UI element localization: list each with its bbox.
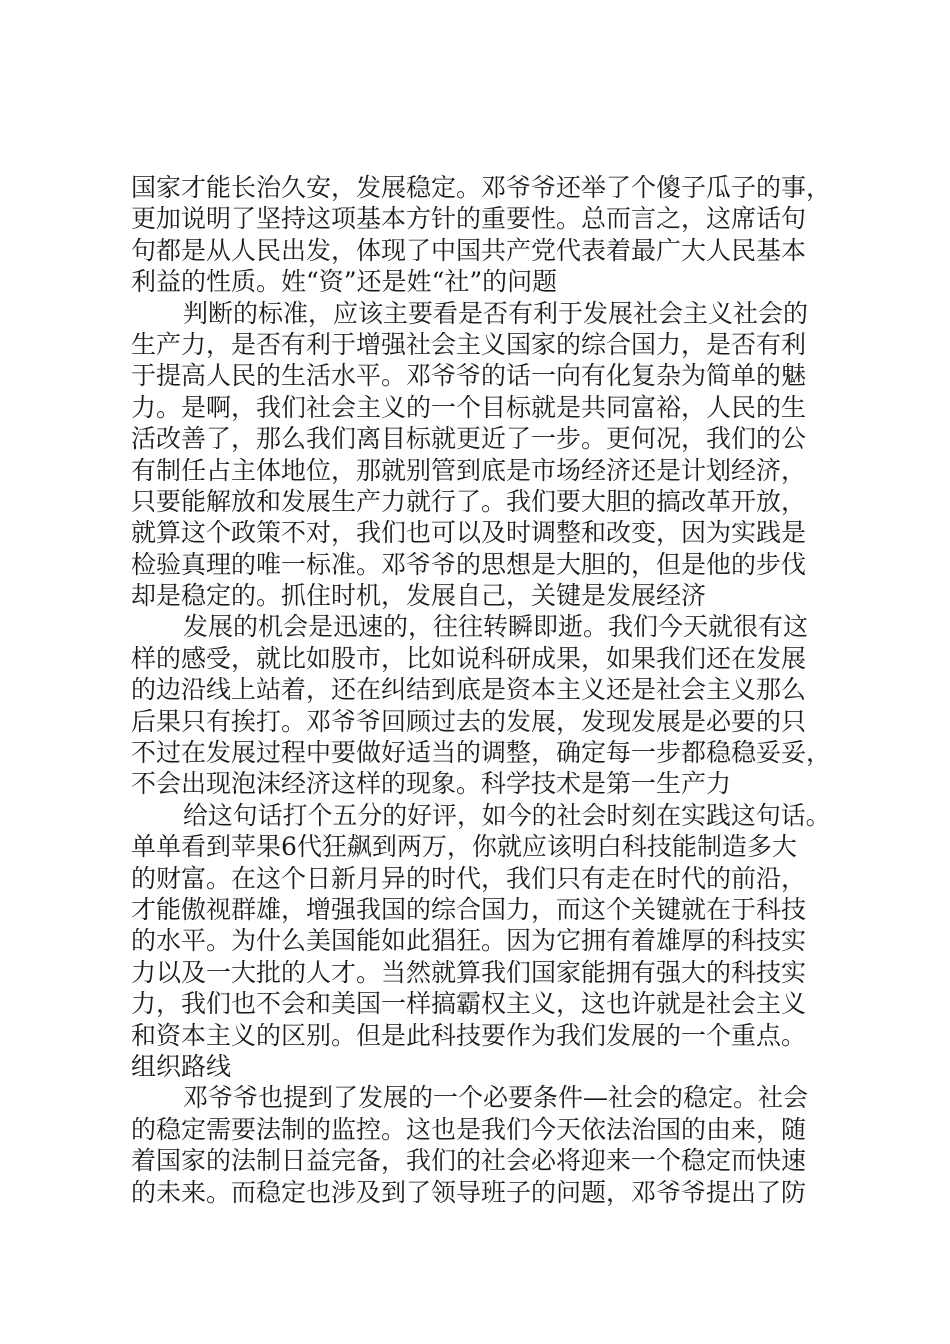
text-line: 的边沿线上站着，还在纠结到底是资本主义还是社会主义那么 xyxy=(131,675,807,705)
text-line: 于提高人民的生活水平。邓爷爷的话一向有化复杂为简单的魅 xyxy=(131,361,807,391)
text-line: 就算这个政策不对，我们也可以及时调整和改变，因为实践是 xyxy=(131,518,807,548)
text-line: 不会出现泡沫经济这样的现象。科学技术是第一生产力 xyxy=(131,769,732,799)
paragraph-first-line: 邓爷爷也提到了发展的一个必要条件—社会的稳定。社会 xyxy=(183,1083,809,1113)
text-line: 的水平。为什么美国能如此猖狂。因为它拥有着雄厚的科技实 xyxy=(131,926,807,956)
text-line: 才能傲视群雄，增强我国的综合国力，而这个关键就在于科技 xyxy=(131,894,807,924)
text-line: 生产力，是否有利于增强社会主义国家的综合国力，是否有利 xyxy=(131,329,807,359)
text-line: 后果只有挨打。邓爷爷回顾过去的发展，发现发展是必要的只 xyxy=(131,706,807,736)
paragraph-first-line: 给这句话打个五分的好评，如今的社会时刻在实践这句话。 xyxy=(183,800,831,830)
paragraph-first-line: 判断的标准，应该主要看是否有利于发展社会主义社会的 xyxy=(183,298,809,328)
text-line: 力。是啊，我们社会主义的一个目标就是共同富裕，人民的生 xyxy=(131,392,807,422)
text-line: 更加说明了坚持这项基本方针的重要性。总而言之，这席话句 xyxy=(131,204,807,234)
text-line: 的未来。而稳定也涉及到了领导班子的问题，邓爷爷提出了防 xyxy=(131,1177,807,1207)
text-line: 不过在发展过程中要做好适当的调整，确定每一步都稳稳妥妥， xyxy=(131,738,832,768)
text-line: 力，我们也不会和美国一样搞霸权主义，这也许就是社会主义 xyxy=(131,989,807,1019)
text-line: 检验真理的唯一标准。邓爷爷的思想是大胆的，但是他的步伐 xyxy=(131,549,807,579)
text-line: 的稳定需要法制的监控。这也是我们今天依法治国的由来，随 xyxy=(131,1114,807,1144)
text-line: 有制任占主体地位，那就别管到底是市场经济还是计划经济， xyxy=(131,455,807,485)
text-line: 句都是从人民出发，体现了中国共产党代表着最广大人民基本 xyxy=(131,235,807,265)
text-line: 国家才能长治久安，发展稳定。邓爷爷还举了个傻子瓜子的事， xyxy=(131,173,832,202)
text-line: 着国家的法制日益完备，我们的社会必将迎来一个稳定而快速 xyxy=(131,1146,807,1176)
text-line: 和资本主义的区别。但是此科技要作为我们发展的一个重点。 xyxy=(131,1020,807,1050)
paragraph-first-line: 发展的机会是迅速的，往往转瞬即逝。我们今天就很有这 xyxy=(183,612,809,642)
text-line: 力以及一大批的人才。当然就算我们国家能拥有强大的科技实 xyxy=(131,957,807,987)
text-line: 单单看到苹果6代狂飙到两万，你就应该明白科技能制造多大 xyxy=(131,832,797,862)
text-line: 只要能解放和发展生产力就行了。我们要大胆的搞改革开放， xyxy=(131,486,807,516)
text-line: 组织路线 xyxy=(131,1051,232,1081)
text-line: 活改善了，那么我们离目标就更近了一步。更何况，我们的公 xyxy=(131,424,807,454)
text-line: 却是稳定的。抓住时机，发展自己，关键是发展经济 xyxy=(131,581,707,611)
body-text xyxy=(131,172,831,1208)
text-line: 的财富。在这个日新月异的时代，我们只有走在时代的前沿， xyxy=(131,863,807,893)
text-line: 样的感受，就比如股市，比如说科研成果，如果我们还在发展 xyxy=(131,643,807,673)
text-line: 利益的性质。姓“资”还是姓“社”的问题 xyxy=(131,267,558,297)
